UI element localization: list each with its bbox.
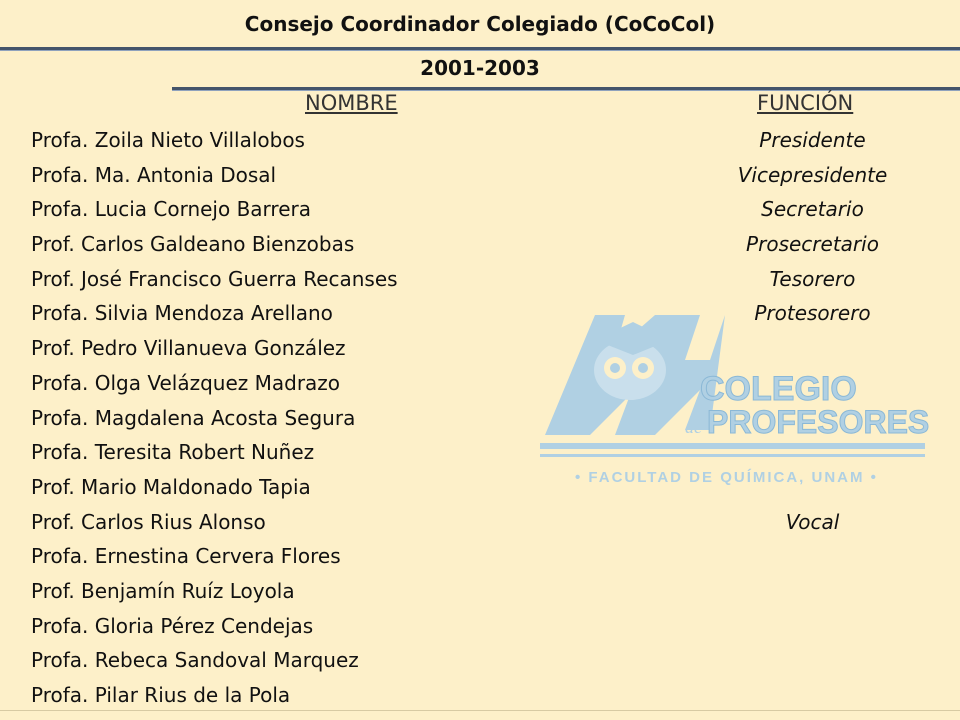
list-item [0,574,960,609]
logo-line2-prefix: de [685,417,702,437]
list-item [0,609,960,644]
logo-line2: PROFESORES [707,404,930,440]
list-item [0,470,960,505]
member-role: Tesorero [769,266,856,291]
member-name: Profa. Olga Velázquez Madrazo [31,370,341,395]
member-name: Profa. Rebeca Sandoval Marquez [31,648,359,673]
member-role: Protesorero [754,301,871,326]
list-item [0,123,960,158]
member-name: Profa. Zoila Nieto Villalobos [31,128,305,152]
member-name: Prof. Pedro Villanueva González [31,336,346,361]
logo-line1: COLEGIO [700,370,857,408]
member-name: Prof. Carlos Rius Alonso [31,509,266,534]
member-name: Profa. Teresita Robert Nuñez [31,440,315,465]
list-item [0,366,960,401]
list-item [0,539,960,574]
member-name: Prof. Mario Maldonado Tapia [31,474,311,499]
member-role: Vocal [785,509,840,534]
list-item [0,678,960,713]
member-name: Prof. José Francisco Guerra Recanses [31,266,398,291]
list-item [0,643,960,678]
member-name: Profa. Magdalena Acosta Segura [31,405,356,430]
list-item [0,296,960,331]
member-role: Secretario [761,197,864,222]
column-header-name: NOMBRE [305,91,398,115]
member-name: Prof. Benjamín Ruíz Loyola [31,578,295,603]
bottom-divider [0,710,960,711]
list-item [0,262,960,297]
members-list [0,123,960,713]
member-name: Profa. Gloria Pérez Cendejas [31,613,314,638]
list-item [0,331,960,366]
member-role: Vicepresidente [737,162,888,187]
page-title: Consejo Coordinador Colegiado (CoCoCol) [244,12,716,36]
member-role: Prosecretario [746,232,879,257]
title-divider [0,47,960,51]
list-item [0,192,960,227]
member-name: Prof. Carlos Galdeano Bienzobas [31,232,355,257]
list-item [0,158,960,193]
member-name: Profa. Lucia Cornejo Barrera [31,197,311,222]
logo-line3: • FACULTAD DE QUÍMICA, UNAM • [575,469,878,486]
list-item [0,401,960,436]
member-name: Profa. Silvia Mendoza Arellano [31,301,333,326]
list-item [0,505,960,540]
list-item [0,435,960,470]
member-name: Profa. Ernestina Cervera Flores [31,544,341,569]
member-name: Profa. Pilar Rius de la Pola [31,683,291,707]
member-name: Profa. Ma. Antonia Dosal [31,162,277,187]
member-role: Presidente [759,128,866,152]
period-label: 2001-2003 [420,56,540,80]
column-header-function: FUNCIÓN [757,91,854,115]
list-item [0,227,960,262]
